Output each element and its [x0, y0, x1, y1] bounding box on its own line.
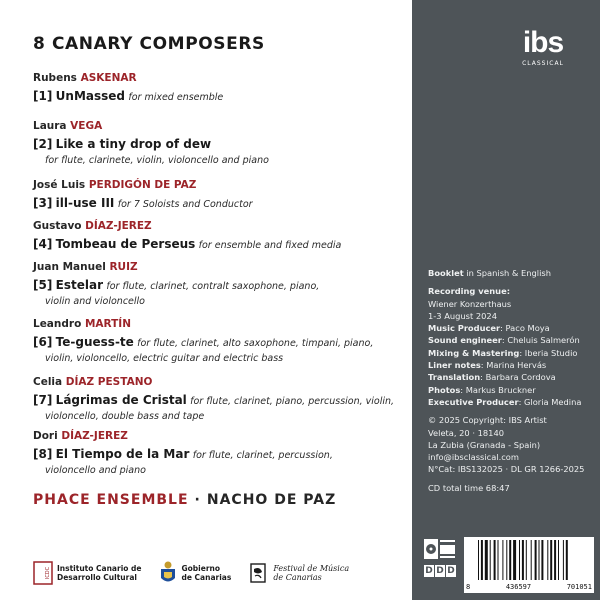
instrumentation: for 7 Soloists and Conductor [117, 199, 253, 210]
credit-row: Liner notes: Marina Hervás [428, 360, 547, 371]
credit-name: Marina Hervás [486, 360, 547, 371]
sponsor-logos [33, 556, 367, 590]
piece-title: ill-use III [55, 196, 115, 210]
barcode-bar [522, 540, 524, 580]
composer-last-name: DÍAZ PESTANO [65, 376, 153, 388]
piece-line [33, 137, 409, 153]
barcode-bar [506, 540, 507, 580]
instrumentation: for flute, clarinet, percussion, [192, 450, 333, 461]
barcode-bar [490, 540, 491, 580]
address-line: N°Cat: IBS132025 · DL GR 1266-2025 [428, 464, 585, 475]
credit-row: Translation: Barbara Cordova [428, 372, 556, 383]
barcode [464, 537, 594, 593]
instrumentation-continued: violin and violoncello [45, 296, 145, 307]
composer-last-name: MARTÍN [84, 318, 131, 330]
credit-name: Gloria Medina [524, 396, 582, 407]
icdc-icon [33, 561, 53, 585]
label-address [428, 414, 598, 475]
composer-name [33, 376, 409, 389]
piece-title: UnMassed [55, 89, 126, 103]
piece-title: Lágrimas de Cristal [55, 393, 187, 407]
piece-line [33, 447, 409, 463]
credit-role: Mixing & Mastering [428, 347, 520, 358]
composer-name [33, 318, 409, 331]
composer-name [33, 261, 409, 274]
track-number: [7] [33, 393, 53, 407]
work-entry [33, 376, 409, 424]
credit-row: Music Producer: Paco Moya [428, 323, 550, 334]
credit-role: Translation [428, 372, 481, 383]
ibs-mark: ibs [522, 26, 564, 59]
credit-name: Markus Bruckner [465, 384, 536, 395]
booklet-line: Booklet in Spanish & English [428, 268, 551, 278]
credit-row: Sound engineer: Cheluis Salmerón [428, 335, 580, 346]
track-number: [4] [33, 237, 53, 251]
ddd-badge [424, 565, 457, 577]
credit-roles [428, 322, 598, 408]
credit-role: Liner notes [428, 360, 481, 371]
composer-first-name: Celia [33, 376, 63, 388]
credit-role: Executive Producer [428, 396, 519, 407]
composer-first-name: Gustavo [33, 220, 82, 232]
credit-role: Sound engineer [428, 335, 502, 346]
barcode-bar [550, 540, 552, 580]
festival-text: Festival de Música de Canarias [273, 564, 350, 582]
barcode-bars [478, 540, 588, 580]
barcode-bar [566, 540, 568, 580]
barcode-bar [513, 540, 516, 580]
total-time: CD total time 68:47 [428, 482, 510, 493]
performers [33, 492, 336, 508]
credit-name: Barbara Cordova [485, 372, 556, 383]
composer-first-name: Juan Manuel [33, 261, 106, 273]
instrumentation-continued: for flute, clarinete, violin, violoncello and piano [45, 155, 269, 166]
piece-title: Like a tiny drop of dew [55, 137, 212, 151]
ddd-letter: D [436, 566, 444, 576]
separator: · [194, 492, 201, 508]
instrumentation: for ensemble and fixed media [198, 240, 342, 251]
work-entry [33, 220, 409, 253]
coat-of-arms-icon [159, 560, 177, 586]
address-line: info@ibsclassical.com [428, 452, 519, 463]
piece-title: Te-guess-te [55, 335, 134, 349]
festival-logo [249, 561, 349, 585]
barcode-bar [535, 540, 537, 580]
ddd-letter: D [425, 566, 433, 576]
track-number: [8] [33, 447, 53, 461]
icdc-logo [33, 561, 141, 585]
instrumentation-continued: violoncello, double bass and tape [45, 411, 205, 422]
composer-first-name: Laura [33, 120, 67, 132]
track-number: [1] [33, 89, 53, 103]
composer-last-name: DÍAZ-JEREZ [85, 220, 152, 232]
piece-title: Estelar [55, 278, 104, 292]
venue-line: Wiener Konzerthaus [428, 298, 512, 309]
composer-last-name: RUIZ [109, 261, 138, 273]
work-entry [33, 261, 409, 309]
barcode-bar [531, 540, 532, 580]
barcode-bar [481, 540, 483, 580]
barcode-bar [494, 540, 496, 580]
credit-role: Music Producer [428, 323, 501, 334]
gobierno-text: Gobierno de Canarias [181, 564, 232, 582]
instrumentation-continued: violoncello and piano [45, 465, 146, 476]
composer-name [33, 179, 409, 192]
composer-first-name: Leandro [33, 318, 82, 330]
instrumentation: for flute, clarinet, piano, percussion, violin, [190, 396, 395, 407]
composer-last-name: PERDIGÓN DE PAZ [88, 179, 197, 191]
track-number: [6] [33, 335, 53, 349]
address-line: © 2025 Copyright: IBS Artist [428, 415, 547, 426]
barcode-bar [563, 540, 564, 580]
piece-line [33, 335, 409, 351]
composer-last-name: DÍAZ-JEREZ [61, 430, 128, 442]
track-number: [5] [33, 278, 53, 292]
barcode-bar [558, 540, 559, 580]
ibs-classical-logo [512, 28, 574, 67]
instrumentation: for mixed ensemble [128, 92, 224, 103]
credit-name: Iberia Studio [524, 347, 578, 358]
venue-lines [428, 298, 598, 323]
icdc-mark: ICDC [45, 566, 51, 580]
barcode-bar [485, 540, 488, 580]
ddd-letter: D [447, 566, 455, 576]
piece-line [33, 89, 409, 105]
composer-first-name: Rubens [33, 72, 77, 84]
composer-first-name: José Luis [33, 179, 86, 191]
credit-name: Paco Moya [505, 323, 550, 334]
piece-title: Tombeau de Perseus [55, 237, 196, 251]
work-entry [33, 430, 409, 478]
composer-name [33, 220, 409, 233]
ensemble-name: PHACE ENSEMBLE [33, 492, 189, 508]
composer-first-name: Dori [33, 430, 58, 442]
conductor-name: NACHO DE PAZ [206, 492, 337, 508]
work-entry [33, 120, 409, 168]
credits [428, 267, 598, 494]
barcode-bar [554, 540, 556, 580]
piece-title: El Tiempo de la Mar [55, 447, 190, 461]
credit-role: Photos [428, 384, 461, 395]
credit-row: Executive Producer: Gloria Medina [428, 396, 582, 407]
instrumentation: for flute, clarinet, alto saxophone, timpani, piano, [137, 338, 374, 349]
barcode-bar [539, 540, 540, 580]
address-line: Veleta, 20 · 18140 [428, 427, 505, 438]
barcode-bar [547, 540, 548, 580]
track-number: [3] [33, 196, 53, 210]
composer-last-name: ASKENAR [80, 72, 137, 84]
barcode-bar [541, 540, 543, 580]
festival-icon [249, 561, 269, 585]
composer-last-name: VEGA [70, 120, 103, 132]
piece-line [33, 237, 409, 253]
barcode-bar [519, 540, 520, 580]
credit-row: Photos: Markus Bruckner [428, 384, 536, 395]
address-line: La Zubia (Granada - Spain) [428, 439, 541, 450]
work-entry [33, 179, 409, 212]
work-entry [33, 72, 409, 105]
disc-info [424, 537, 594, 593]
track-number: [2] [33, 137, 53, 151]
ibs-subtitle: CLASSICAL [522, 60, 564, 67]
compact-disc-logo-icon [424, 537, 456, 561]
album-title: 8 CANARY COMPOSERS [33, 34, 265, 54]
barcode-bar [526, 540, 527, 580]
venue-line: 1-3 August 2024 [428, 310, 497, 321]
gobierno-logo [159, 560, 231, 586]
barcode-bar [509, 540, 511, 580]
barcode-bar [478, 540, 479, 580]
barcode-digits: 8 436597 701051 [466, 583, 592, 591]
credit-name: Cheluis Salmerón [507, 335, 580, 346]
venue-label: Recording venue: [428, 286, 511, 297]
piece-line [33, 393, 409, 409]
composer-name [33, 430, 409, 443]
credit-row: Mixing & Mastering: Iberia Studio [428, 347, 578, 358]
work-entry [33, 318, 409, 366]
composer-name [33, 72, 409, 85]
instrumentation: for flute, clarinet, contralt saxophone, piano, [106, 281, 320, 292]
instrumentation-continued: violin, violoncello, electric guitar and electric bass [45, 353, 284, 364]
barcode-bar [502, 540, 503, 580]
barcode-bar [498, 540, 499, 580]
composer-name [33, 120, 409, 133]
piece-line [33, 196, 409, 212]
icdc-text: Instituto Canario de Desarrollo Cultural [57, 564, 142, 582]
piece-line [33, 278, 409, 294]
